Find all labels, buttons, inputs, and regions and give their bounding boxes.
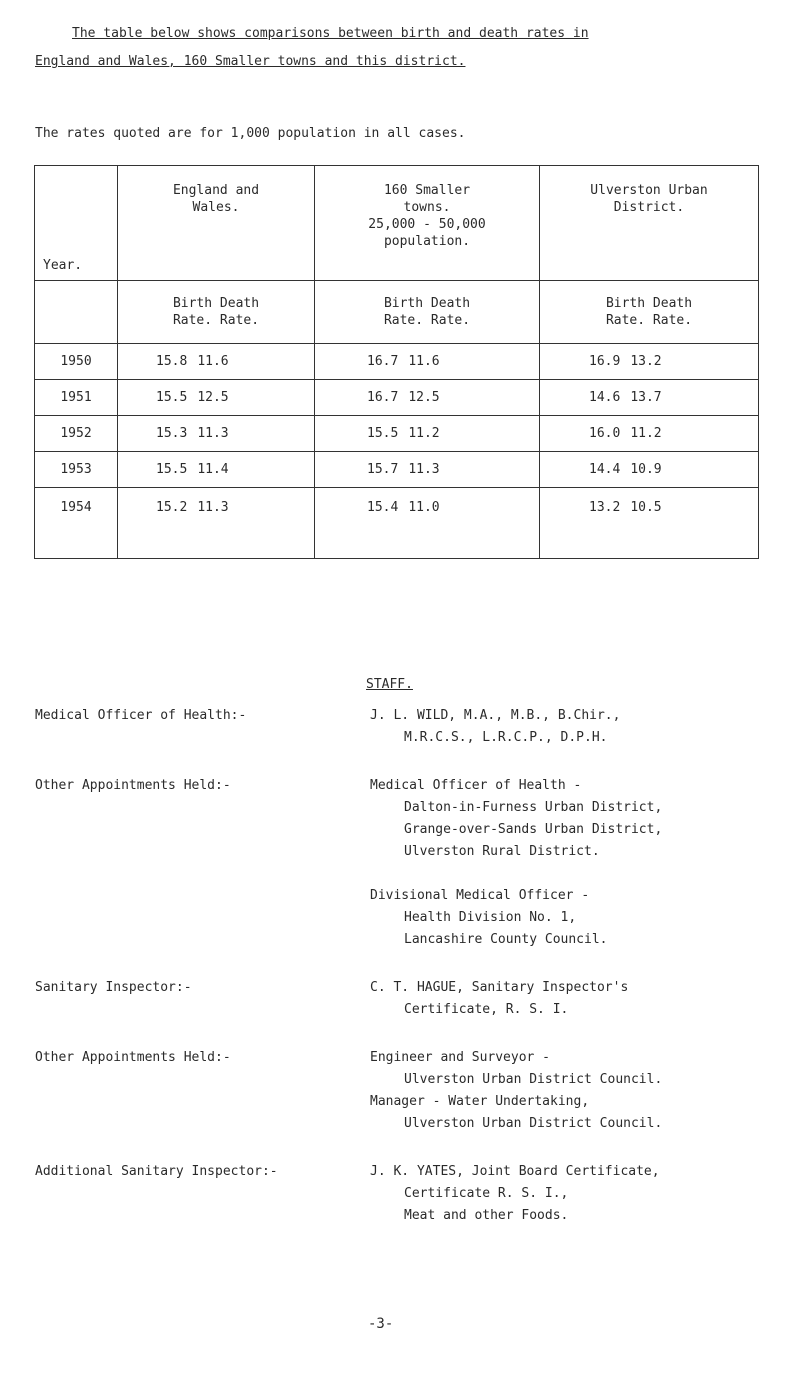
rate-cell-st	[315, 380, 540, 416]
birth-rate: 14.4	[589, 462, 621, 477]
death-rate: 12.5	[408, 390, 440, 405]
rate-subheader: Birth Death Rate. Rate.	[315, 281, 540, 344]
staff-row-other-appointments-1	[35, 775, 775, 951]
rate-cell-ud	[540, 488, 759, 559]
year-cell: 1951	[35, 380, 118, 416]
birth-rate: 16.7	[367, 390, 399, 405]
rate-cell-ud	[540, 416, 759, 452]
birth-rate: 16.7	[367, 354, 399, 369]
death-rate: 10.5	[630, 500, 662, 515]
birth-rate: 15.5	[367, 426, 399, 441]
moh-label: Medical Officer of Health:-	[35, 708, 247, 723]
sanitary-inspector-label: Sanitary Inspector:-	[35, 980, 192, 995]
staff-row-other-appointments-2	[35, 1047, 775, 1135]
death-rate: 11.6	[197, 354, 229, 369]
other-appointments-value: Engineer and Surveyor - Ulverston Urban District Council. Manager - Water Undertaking, Ulverston Urban District Council.	[370, 1050, 663, 1131]
death-rate: 11.2	[408, 426, 440, 441]
death-rate: 11.3	[197, 426, 229, 441]
rate-cell-ew	[118, 416, 315, 452]
birth-rate: 15.4	[367, 500, 399, 515]
rate-cell-ew	[118, 380, 315, 416]
death-rate: 13.2	[630, 354, 662, 369]
staff-row-sanitary-inspector	[35, 977, 775, 1021]
additional-inspector-label: Additional Sanitary Inspector:-	[35, 1164, 278, 1179]
death-rate: 11.3	[408, 462, 440, 477]
birth-rate: 14.6	[589, 390, 621, 405]
england-wales-header: England and Wales.	[118, 166, 315, 281]
intro-line-1: The table below shows comparisons between birth and death rates in	[72, 26, 589, 41]
year-cell: 1953	[35, 452, 118, 488]
other-appointments-label: Other Appointments Held:-	[35, 778, 231, 793]
year-cell: 1950	[35, 344, 118, 380]
other-appointments-value: Medical Officer of Health - Dalton-in-Furness Urban District, Grange-over-Sands Urban District, Ulverston Rural District. Divisional Medical Officer - Health Division No. 1, Lancashire County Council.	[370, 778, 663, 947]
death-rate: 11.3	[197, 500, 229, 515]
rate-cell-ud	[540, 344, 759, 380]
birth-rate: 16.9	[589, 354, 621, 369]
sanitary-inspector-value: C. T. HAGUE, Sanitary Inspector's Certificate, R. S. I.	[370, 980, 629, 1017]
smaller-towns-header: 160 Smaller towns. 25,000 - 50,000 population.	[315, 166, 540, 281]
death-rate: 11.6	[408, 354, 440, 369]
ulverston-header: Ulverston Urban District.	[540, 166, 759, 281]
intro-line-2: England and Wales, 160 Smaller towns and this district.	[35, 54, 466, 69]
table-row	[35, 416, 759, 452]
other-appointments-label: Other Appointments Held:-	[35, 1050, 231, 1065]
staff-title: STAFF.	[366, 677, 413, 692]
birth-rate: 15.3	[156, 426, 188, 441]
staff-row-additional-inspector	[35, 1161, 775, 1227]
rate-cell-st	[315, 452, 540, 488]
death-rate: 11.2	[630, 426, 662, 441]
rate-subheader: Birth Death Rate. Rate.	[540, 281, 759, 344]
moh-value: J. L. WILD, M.A., M.B., B.Chir., M.R.C.S., L.R.C.P., D.P.H.	[370, 708, 621, 745]
death-rate: 12.5	[197, 390, 229, 405]
table-subheader-row	[35, 281, 759, 344]
staff-row-moh	[35, 705, 775, 749]
intro	[35, 20, 755, 76]
death-rate: 10.9	[630, 462, 662, 477]
additional-inspector-value: J. K. YATES, Joint Board Certificate, Certificate R. S. I., Meat and other Foods.	[370, 1164, 660, 1223]
table-row	[35, 452, 759, 488]
rate-cell-st	[315, 416, 540, 452]
birth-rate: 13.2	[589, 500, 621, 515]
death-rate: 11.0	[408, 500, 440, 515]
birth-rate: 16.0	[589, 426, 621, 441]
birth-rate: 15.7	[367, 462, 399, 477]
death-rate: 11.4	[197, 462, 229, 477]
rates-table	[34, 165, 759, 559]
table-row	[35, 344, 759, 380]
table-header-row	[35, 166, 759, 281]
table-row	[35, 488, 759, 559]
rate-cell-ew	[118, 452, 315, 488]
page-number: -3-	[368, 1316, 394, 1332]
rate-cell-ew	[118, 488, 315, 559]
rate-cell-ud	[540, 380, 759, 416]
rates-note: The rates quoted are for 1,000 population in all cases.	[35, 126, 466, 141]
rate-cell-st	[315, 488, 540, 559]
year-cell: 1952	[35, 416, 118, 452]
rate-cell-ud	[540, 452, 759, 488]
death-rate: 13.7	[630, 390, 662, 405]
year-header: Year.	[35, 166, 118, 281]
rate-cell-st	[315, 344, 540, 380]
rate-cell-ew	[118, 344, 315, 380]
rate-subheader: Birth Death Rate. Rate.	[118, 281, 315, 344]
year-cell: 1954	[35, 488, 118, 559]
blank-cell	[35, 281, 118, 344]
staff-section	[35, 705, 775, 1253]
birth-rate: 15.2	[156, 500, 188, 515]
birth-rate: 15.5	[156, 390, 188, 405]
birth-rate: 15.5	[156, 462, 188, 477]
birth-rate: 15.8	[156, 354, 188, 369]
table-row	[35, 380, 759, 416]
